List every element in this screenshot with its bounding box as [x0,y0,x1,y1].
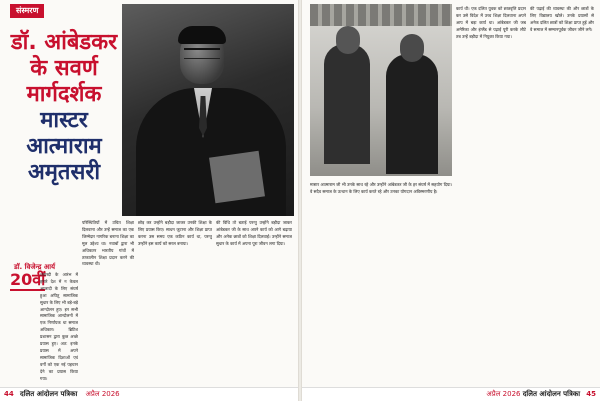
right-page [302,0,600,401]
body-column-1: शताब्दी के आरंभ में हमारे देश में न केवल आजादी के लिए संघर्ष हुआ अपितु सामाजिक सुधार के लिए भी बड़े-बड़े आन्दोलन हुए। इन सभी सामाजिक आन्दोलनों में एक निर्णायक था समाज अधिकार। ब्रिटिश प्रशासन द्वारा कुछ अच्छे प्रयास हुए। अत: इनके प्रयास में अपने सामाजिक दिशाओं एवं वर्गों को एक नई पहचान देने का प्रयास किया गया। [40,272,78,381]
author-byline: डॉ. विजेन्द्र आर्य [14,263,56,271]
article-headline [8,30,120,186]
body-column-7: की पढ़ाई की व्यवस्था की और छात्रों के लिए विद्यालय खोले। उनके प्रयासों से अनेक दलित छात्रों को शिक्षा प्राप्त हुई और वे समाज में सम्मानपूर्वक जीवन जीने लगे। [530,6,594,32]
body-column-6: मास्टर आत्माराम जी भी उनके साथ रहे और उन्होंने आंबेडकर जी के हर संघर्ष में सहयोग दिया। वे सदैव समाज के उत्थान के लिए कार्य करते रहे और उनका योगदान अविस्मरणीय है। [310,182,452,194]
issue-date: अप्रैल 2026 [486,390,521,398]
photo-bookshelf-shape [310,4,452,26]
page-number: 45 [586,390,596,398]
body-column-2: परिस्थितियों में उचित शिक्षा दिलवाना और उन्हें समाज का एक जिम्मेदार नागरिक बनाना शिक्षा का मूल उद्देश्य था। नवाबों द्वारा भी अधिकतर भारतीय गांवों में तत्कालीन शिक्षा प्रदान करने की व्यवस्था थी। [82,220,134,267]
body-column-4: की विधि तो बताई परन्तु उन्होंने बड़ौदा जाकर आंबेडकर जी के साथ अपने कार्य को आगे बढ़ाया और अनेक छात्रों को शिक्षा दिलवाई। उन्होंने समाज सुधार के कार्य में अपना पूरा जीवन लगा दिया। [216,220,292,246]
ambedkar-with-companion-photo [310,4,452,176]
dropcap-text: 20वीं [10,270,46,289]
portrait-book-shape [209,151,265,204]
portrait-glasses-shape [184,48,220,59]
right-page-footer [302,387,600,401]
body-column-3: छोड़ कर उन्होंने बड़ौदा जाकर उनकी शिक्षा के लिए प्रयास किए। साधन जुटाना और शिक्षा प्राप्त करना उस समय एक कठिन कार्य था, परन्तु उन्होंने इस कार्य को सरल बनाया। [138,220,212,246]
ambedkar-portrait-photo [122,4,294,216]
issue-date: अप्रैल 2026 [85,390,120,398]
headline-line2: मास्टर आत्माराम अमृतसरी [26,108,102,185]
photo-person2-shape [386,54,438,174]
magazine-name: दलित आंदोलन पत्रिका [522,390,581,398]
page-number: 44 [4,390,14,398]
headline-line1: डॉ. आंबेडकर के सवर्ण मार्गदर्शक [10,30,118,107]
left-page [0,0,298,401]
magazine-name: दलित आंदोलन पत्रिका [19,390,78,398]
portrait-hair-shape [178,26,226,44]
section-tag: संस्मरण [10,4,44,18]
photo-head1-shape [336,26,360,54]
left-page-footer [0,387,298,401]
body-column-5: कार्य थी। एक दलित युवक को छात्रवृत्ति प्रदान कर उसे विदेश में उच्च शिक्षा दिलवाना अपने आप में बड़ा कार्य था। आंबेडकर जी जब अमेरिका और इंग्लैंड से पढ़ाई पूरी करके लौटे तब उन्हें बड़ौदा में नियुक्त किया गया। [456,6,526,39]
portrait-suit-shape [136,88,286,216]
photo-head2-shape [400,34,424,62]
photo-person1-shape [324,44,370,164]
